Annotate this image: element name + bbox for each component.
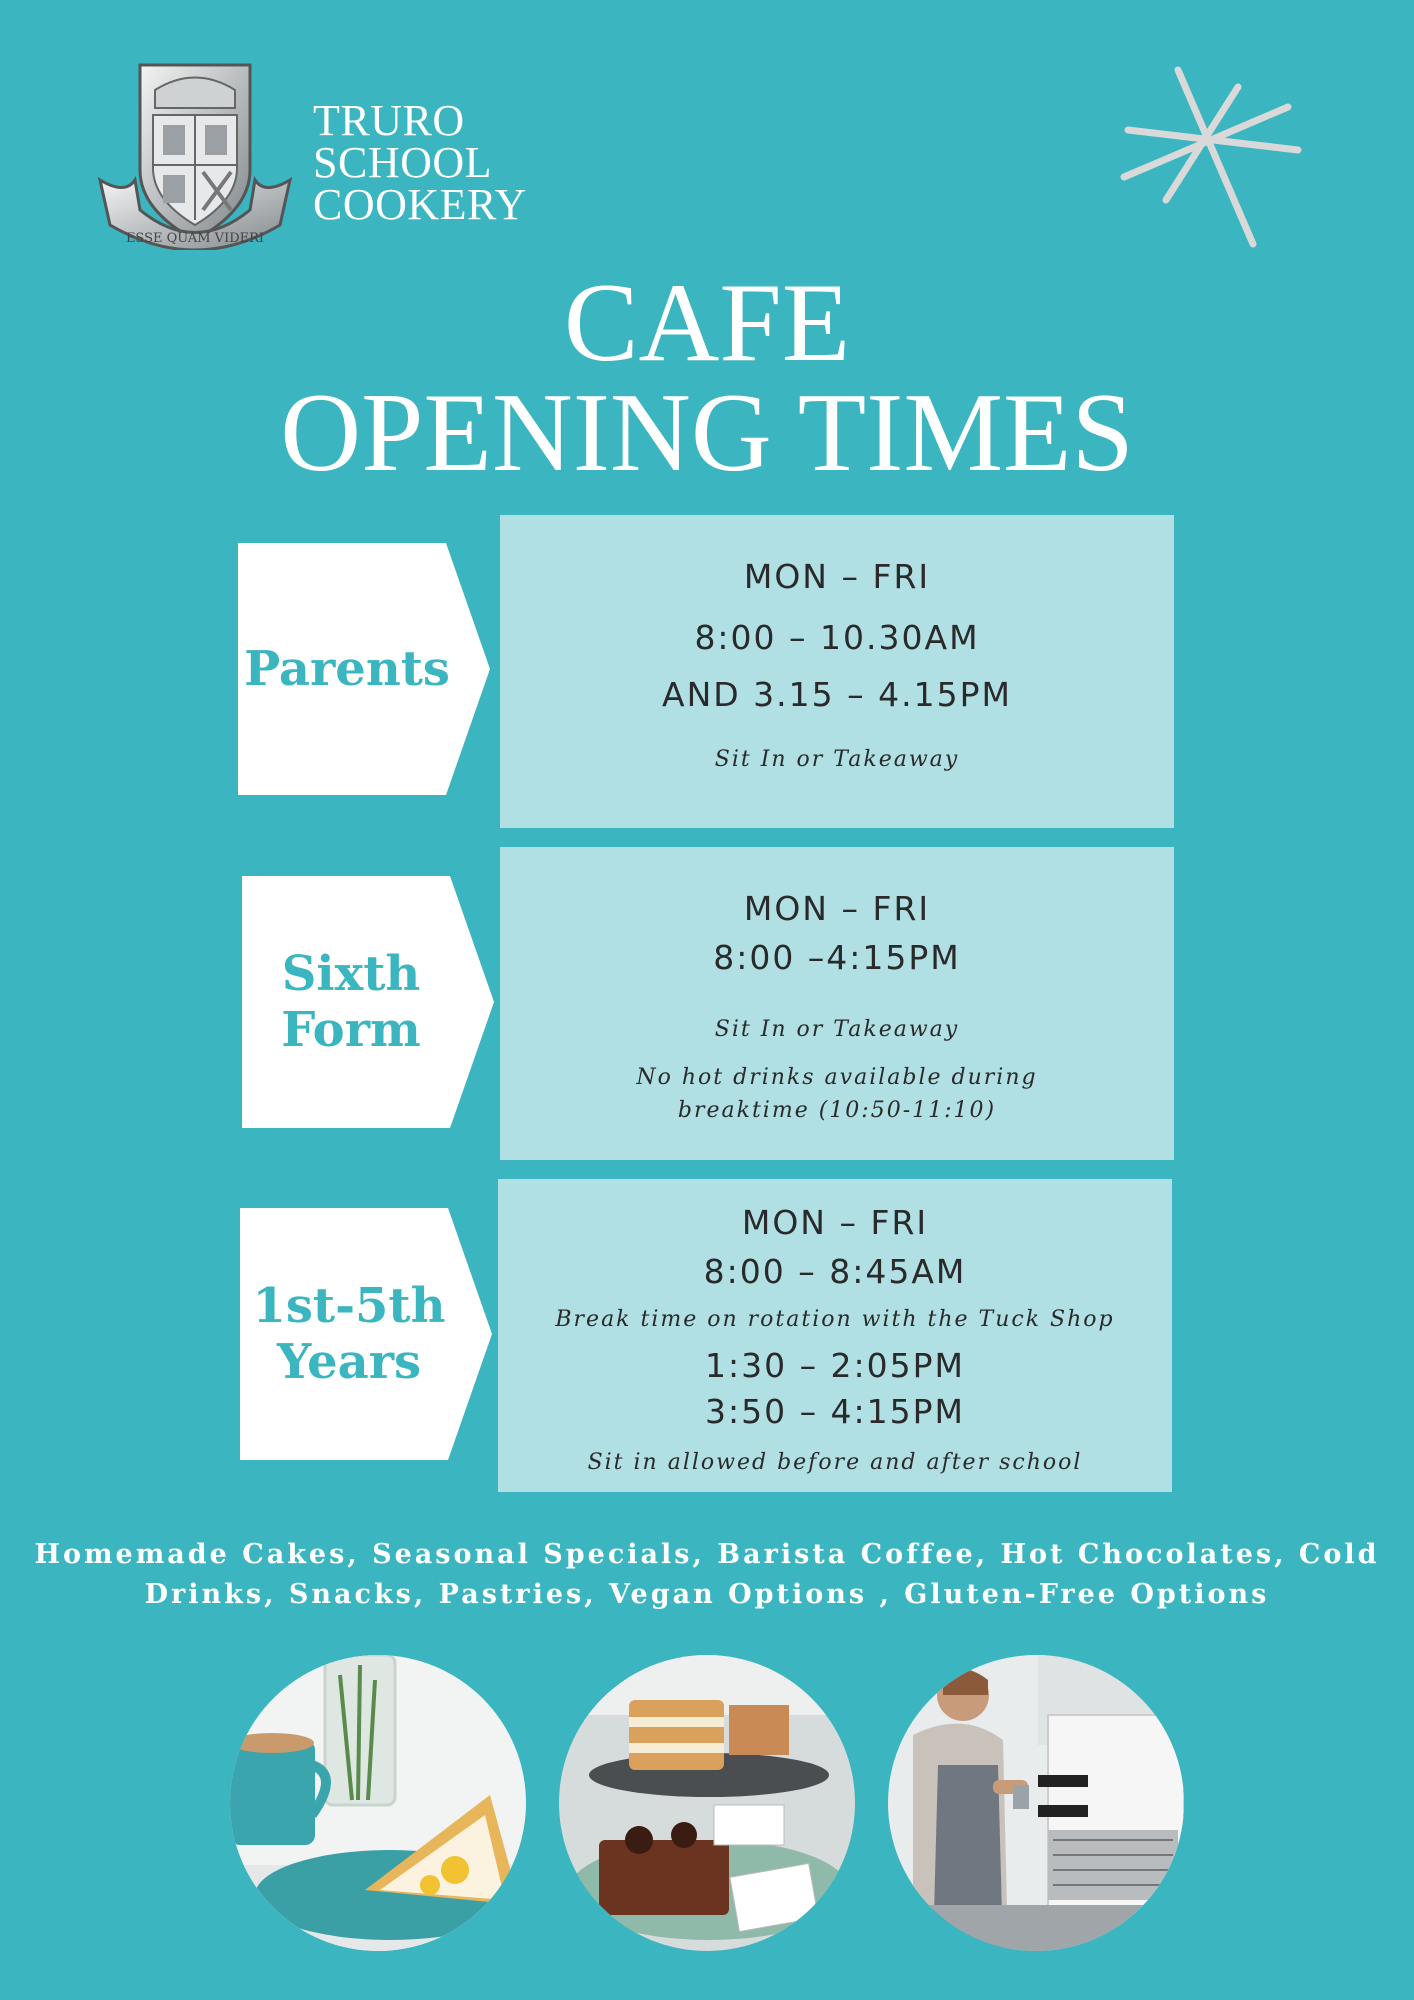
tag-sixth-form: [242, 876, 494, 1128]
tag-1st-5th-years: [240, 1208, 492, 1460]
tag-label: [240, 1208, 458, 1460]
brand-line: TRURO: [313, 96, 465, 145]
tag-label-line: 1st-5th: [252, 1278, 446, 1334]
photo-cakes-display: [559, 1655, 855, 1951]
note-text: No hot drinks available during: [636, 1065, 1038, 1090]
days-text: MON – FRI: [743, 557, 931, 596]
brand-line: COOKERY: [313, 180, 527, 229]
tag-parents: [238, 543, 490, 795]
tag-label-line: Years: [276, 1334, 422, 1390]
photo-coffee-and-cake: [230, 1655, 526, 1951]
school-logo: [95, 60, 555, 250]
page-title-line-2: OPENING TIMES: [280, 371, 1134, 495]
note-text: breaktime (10:50-11:10): [677, 1098, 997, 1123]
menu-line-1: Homemade Cakes, Seasonal Specials, Barista Coffee, Hot Chocolates, Cold: [34, 1539, 1380, 1570]
time-text: 1:30 – 2:05PM: [704, 1346, 966, 1385]
time-text: 8:00 – 10.30AM: [694, 618, 980, 657]
time-text: 3:50 – 4:15PM: [704, 1392, 966, 1431]
tag-label-line: Sixth: [281, 946, 421, 1002]
tag-label: [242, 876, 460, 1128]
days-text: MON – FRI: [741, 1203, 929, 1242]
panel-parents: [500, 515, 1174, 828]
time-text: AND 3.15 – 4.15PM: [662, 675, 1012, 714]
menu-line-2: Drinks, Snacks, Pastries, Vegan Options , Gluten-Free Options: [144, 1579, 1270, 1610]
photo-barista: [888, 1655, 1184, 1951]
days-text: MON – FRI: [743, 889, 931, 928]
brand-line: SCHOOL: [313, 138, 493, 187]
sparkle-star-icon: [1118, 62, 1308, 252]
tag-label-line: Form: [281, 1002, 421, 1058]
page-title-line-1: CAFE: [563, 261, 851, 385]
note-text: Sit In or Takeaway: [714, 747, 960, 772]
tag-label: Parents: [244, 641, 450, 697]
note-text: Break time on rotation with the Tuck Shop: [555, 1307, 1115, 1332]
time-text: 8:00 – 8:45AM: [703, 1252, 967, 1291]
school-crest-icon: [95, 60, 295, 250]
svg-text:ESSE QUAM VIDERI: ESSE QUAM VIDERI: [125, 231, 265, 246]
panel-sixth-form: [500, 847, 1174, 1160]
time-text: 8:00 –4:15PM: [713, 938, 961, 977]
panel-1st-5th-years: [498, 1179, 1172, 1492]
note-text: Sit In or Takeaway: [714, 1017, 960, 1042]
brand-name: [313, 96, 527, 229]
note-text: Sit in allowed before and after school: [587, 1450, 1083, 1475]
